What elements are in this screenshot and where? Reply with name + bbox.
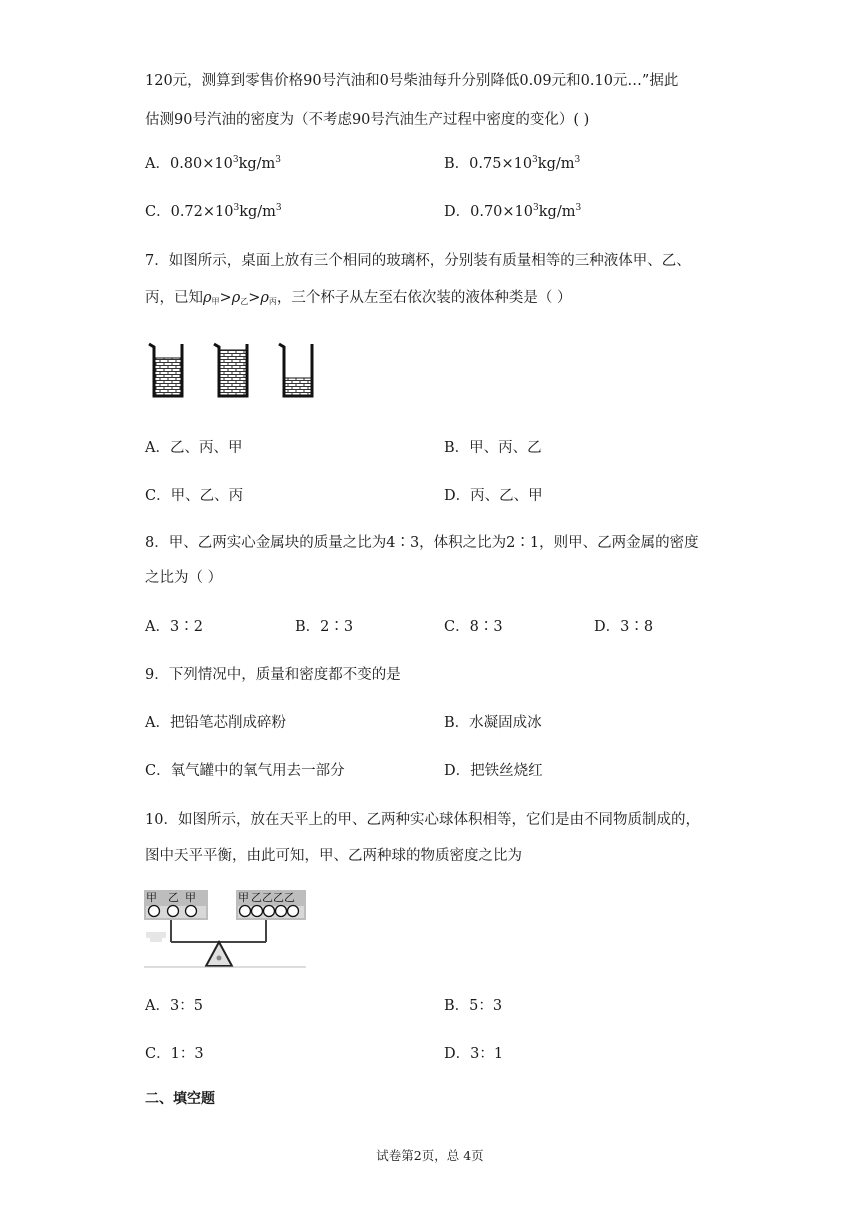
q6-line1: 120元，测算到零售价格90号汽油和0号柴油每升分别降低0.09元和0.10元…”据此 <box>145 73 679 89</box>
left-label-1: 甲 <box>146 891 157 904</box>
q8-option-d: D．3∶8 <box>594 619 654 635</box>
left-label-2: 乙 <box>168 891 179 904</box>
q7-line1: 7．如图所示，桌面上放有三个相同的玻璃杯，分别装有质量相等的三种液体甲、乙、 <box>145 253 691 269</box>
beaker-1 <box>149 344 182 396</box>
q8-line1: 8．甲、乙两实心金属块的质量之比为4∶3，体积之比为2∶1，则甲、乙两金属的密度 <box>145 535 699 551</box>
beaker-2 <box>214 344 247 396</box>
ball-jia <box>240 906 251 917</box>
page-footer: 试卷第2页，总 4页 <box>376 1148 484 1163</box>
q6-option-c: C．$0.72\times 10^3kg/m^3$ <box>145 203 282 220</box>
q8-option-b: B．2∶3 <box>295 619 354 635</box>
q9-option-a: A．把铅笔芯削成碎粉 <box>145 715 286 731</box>
q7-option-d: D．丙、乙、甲 <box>444 488 543 504</box>
ball-yi <box>288 906 299 917</box>
q8-option-a: A．3∶2 <box>145 619 203 635</box>
q9-option-b: B．水凝固成冰 <box>444 715 542 731</box>
q8-option-c: C．8∶3 <box>444 619 503 635</box>
right-label-2: 乙 <box>251 891 262 904</box>
right-label-5: 乙 <box>284 891 295 904</box>
ball-jia <box>186 906 197 917</box>
ball-yi <box>252 906 263 917</box>
q7-option-b: B．甲、丙、乙 <box>444 440 542 456</box>
q10-line1: 10．如图所示，放在天平上的甲、乙两种实心球体积相等，它们是由不同物质制成的， <box>145 812 700 828</box>
left-label-3: 甲 <box>185 891 196 904</box>
q10-option-d: D．3：1 <box>444 1046 504 1062</box>
q8-line2: 之比为（ ） <box>145 570 223 586</box>
q10-option-a: A．3：5 <box>145 998 203 1014</box>
section-heading: 二、填空题 <box>145 1091 215 1107</box>
q6-line2: 估测90号汽油的密度为（不考虑90号汽油生产过程中密度的变化）( ) <box>145 112 590 128</box>
q9-option-d: D．把铁丝烧红 <box>444 763 543 779</box>
q10-option-b: B．5：3 <box>444 998 503 1014</box>
q9-line1: 9．下列情况中，质量和密度都不变的是 <box>145 667 401 683</box>
balance-figure <box>144 886 306 968</box>
ball-jia <box>149 906 160 917</box>
q6-option-b: B．$0.75\times 10^3kg/m^3$ <box>444 155 581 172</box>
q6-option-a: A．$0.80\times 10^3kg/m^3$ <box>145 155 282 172</box>
q7-option-c: C．甲、乙、丙 <box>145 488 244 504</box>
q7-line2: 丙，已知$\rho_甲>\rho_乙>\rho_丙$，三个杯子从左至右依次装的液体种类是（ ） <box>145 290 572 306</box>
ball-yi <box>264 906 275 917</box>
ball-yi <box>168 906 179 917</box>
beaker-3 <box>279 344 312 396</box>
q6-option-d: D．$0.70\times 10^3kg/m^3$ <box>444 203 582 220</box>
beakers-figure <box>146 338 316 402</box>
q7-option-a: A．乙、丙、甲 <box>145 440 243 456</box>
q10-option-c: C．1：3 <box>145 1046 204 1062</box>
q9-option-c: C．氧气罐中的氧气用去一部分 <box>145 763 345 779</box>
right-label-3: 乙 <box>262 891 273 904</box>
q10-line2: 图中天平平衡，由此可知，甲、乙两种球的物质密度之比为 <box>145 848 522 864</box>
right-label-4: 乙 <box>273 891 284 904</box>
ball-yi <box>276 906 287 917</box>
right-label-1: 甲 <box>238 891 249 904</box>
